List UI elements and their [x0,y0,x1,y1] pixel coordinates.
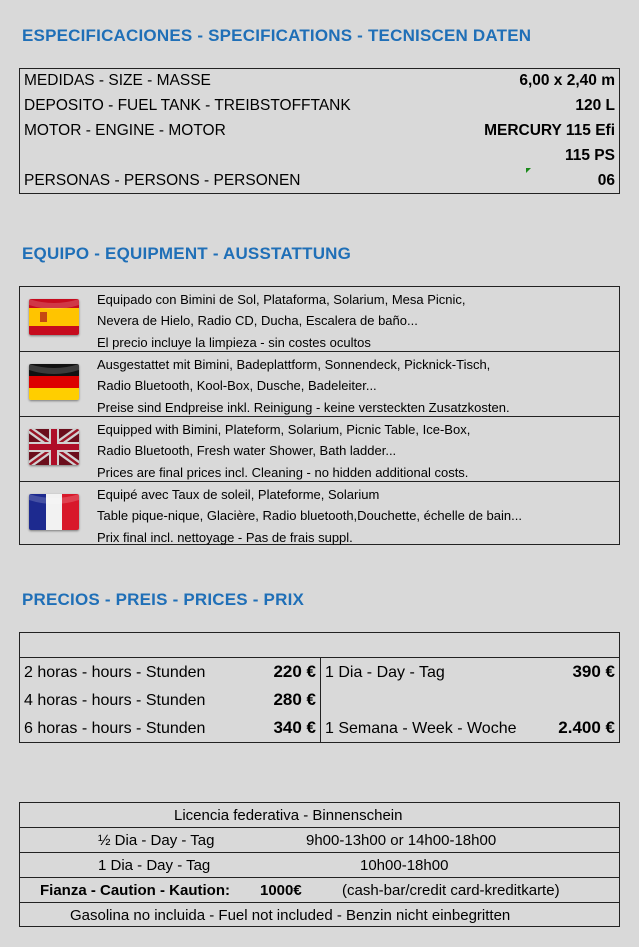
price-label: 1 Dia - Day - Tag [325,664,445,681]
equipment-title: EQUIPO - EQUIPMENT - AUSSTATTUNG [22,244,352,263]
licence-header: Licencia federativa - Binnenschein [174,807,403,824]
spec-label: DEPOSITO - FUEL TANK - TREIBSTOFFTANK [24,97,351,114]
equipment-row-es [20,287,619,352]
equipment-line: Nevera de Hielo, Radio CD, Ducha, Escalera de baño... [97,313,418,329]
cell-comment-marker [526,168,531,173]
prices-header-row [20,633,619,658]
equipment-table [19,286,620,545]
price-row [20,659,320,687]
deposit-label: Fianza - Caution - Kaution: [40,882,230,899]
equipment-line: Table pique-nique, Glacière, Radio bluetooth,Douchette, échelle de bain... [97,508,522,524]
spec-label: MOTOR - ENGINE - MOTOR [24,122,226,139]
deposit-value: 1000€ [260,882,302,899]
equipment-line: Equipped with Bimini, Plateform, Solarium, Picnic Table, Ice-Box, [97,422,471,437]
deposit-note: (cash-bar/credit card-kreditkarte) [342,882,560,899]
equipment-line: Ausgestattet mit Bimini, Badeplattform, Sonnendeck, Picknick-Tisch, [97,357,491,372]
spec-label: MEDIDAS - SIZE - MASSE [24,72,211,89]
specs-table [19,68,620,194]
half-day-row [20,828,619,853]
uk-flag-icon [29,429,79,465]
spec-row [20,144,619,169]
spec-row [20,119,619,144]
fuel-row [20,903,619,928]
spec-value: MERCURY 115 Efi [484,122,615,139]
equipment-line: Radio Bluetooth, Fresh water Shower, Bath ladder... [97,443,397,459]
spec-value: 06 [597,172,615,189]
price-row [20,715,320,743]
price-label: 2 horas - hours - Stunden [24,664,206,681]
full-day-label: 1 Dia - Day - Tag [98,857,211,874]
prices-title: PRECIOS - PREIS - PRICES - PRIX [22,590,305,609]
equipment-row-fr [20,482,619,547]
price-row [321,659,619,687]
equipment-line: El precio incluye la limpieza - sin costes ocultos [97,334,371,350]
spec-label: PERSONAS - PERSONS - PERSONEN [24,172,301,189]
specs-title: ESPECIFICACIONES - SPECIFICATIONS - TECNISCEN DATEN [22,26,532,45]
spec-row [20,69,619,94]
spec-value: 6,00 x 2,40 m [519,72,615,89]
price-value: 220 € [273,662,316,681]
spec-value: 120 L [575,97,615,114]
equipment-line: Preise sind Endpreise inkl. Reinigung - keine versteckten Zusatzkosten. [97,399,510,415]
price-row [20,687,320,715]
price-value: 390 € [572,662,615,681]
fuel-note: Gasolina no incluida - Fuel not included - Benzin nicht einbegritten [70,907,511,924]
equipment-line: Equipé avec Taux de soleil, Plateforme, Solarium [97,487,380,502]
price-value: 340 € [273,718,316,737]
full-day-row [20,853,619,878]
prices-table [19,632,620,743]
equipment-line: Radio Bluetooth, Kool-Box, Dusche, Badeleiter... [97,378,377,394]
price-label: 6 horas - hours - Stunden [24,720,206,737]
price-label: 1 Semana - Week - Woche [325,720,517,737]
equipment-line: Prix final incl. nettoyage - Pas de frais suppl. [97,529,353,545]
spec-row [20,94,619,119]
price-row [321,715,619,743]
equipment-row-en [20,417,619,482]
half-day-label: ½ Dia - Day - Tag [98,832,215,849]
half-day-hours: 9h00-13h00 or 14h00-18h00 [306,832,497,849]
spec-value: 115 PS [565,147,615,164]
licence-row [20,803,619,828]
price-value: 2.400 € [558,718,615,737]
equipment-line: Prices are final prices incl. Cleaning - no hidden additional costs. [97,464,469,480]
price-label: 4 horas - hours - Stunden [24,692,206,709]
germany-flag-icon [29,364,79,400]
equipment-row-de [20,352,619,417]
conditions-table [19,802,620,927]
price-value: 280 € [273,690,316,709]
full-day-hours: 10h00-18h00 [360,857,449,874]
spain-flag-icon [29,299,79,335]
deposit-row [20,878,619,903]
equipment-line: Equipado con Bimini de Sol, Plataforma, Solarium, Mesa Picnic, [97,292,466,307]
france-flag-icon [29,494,79,530]
